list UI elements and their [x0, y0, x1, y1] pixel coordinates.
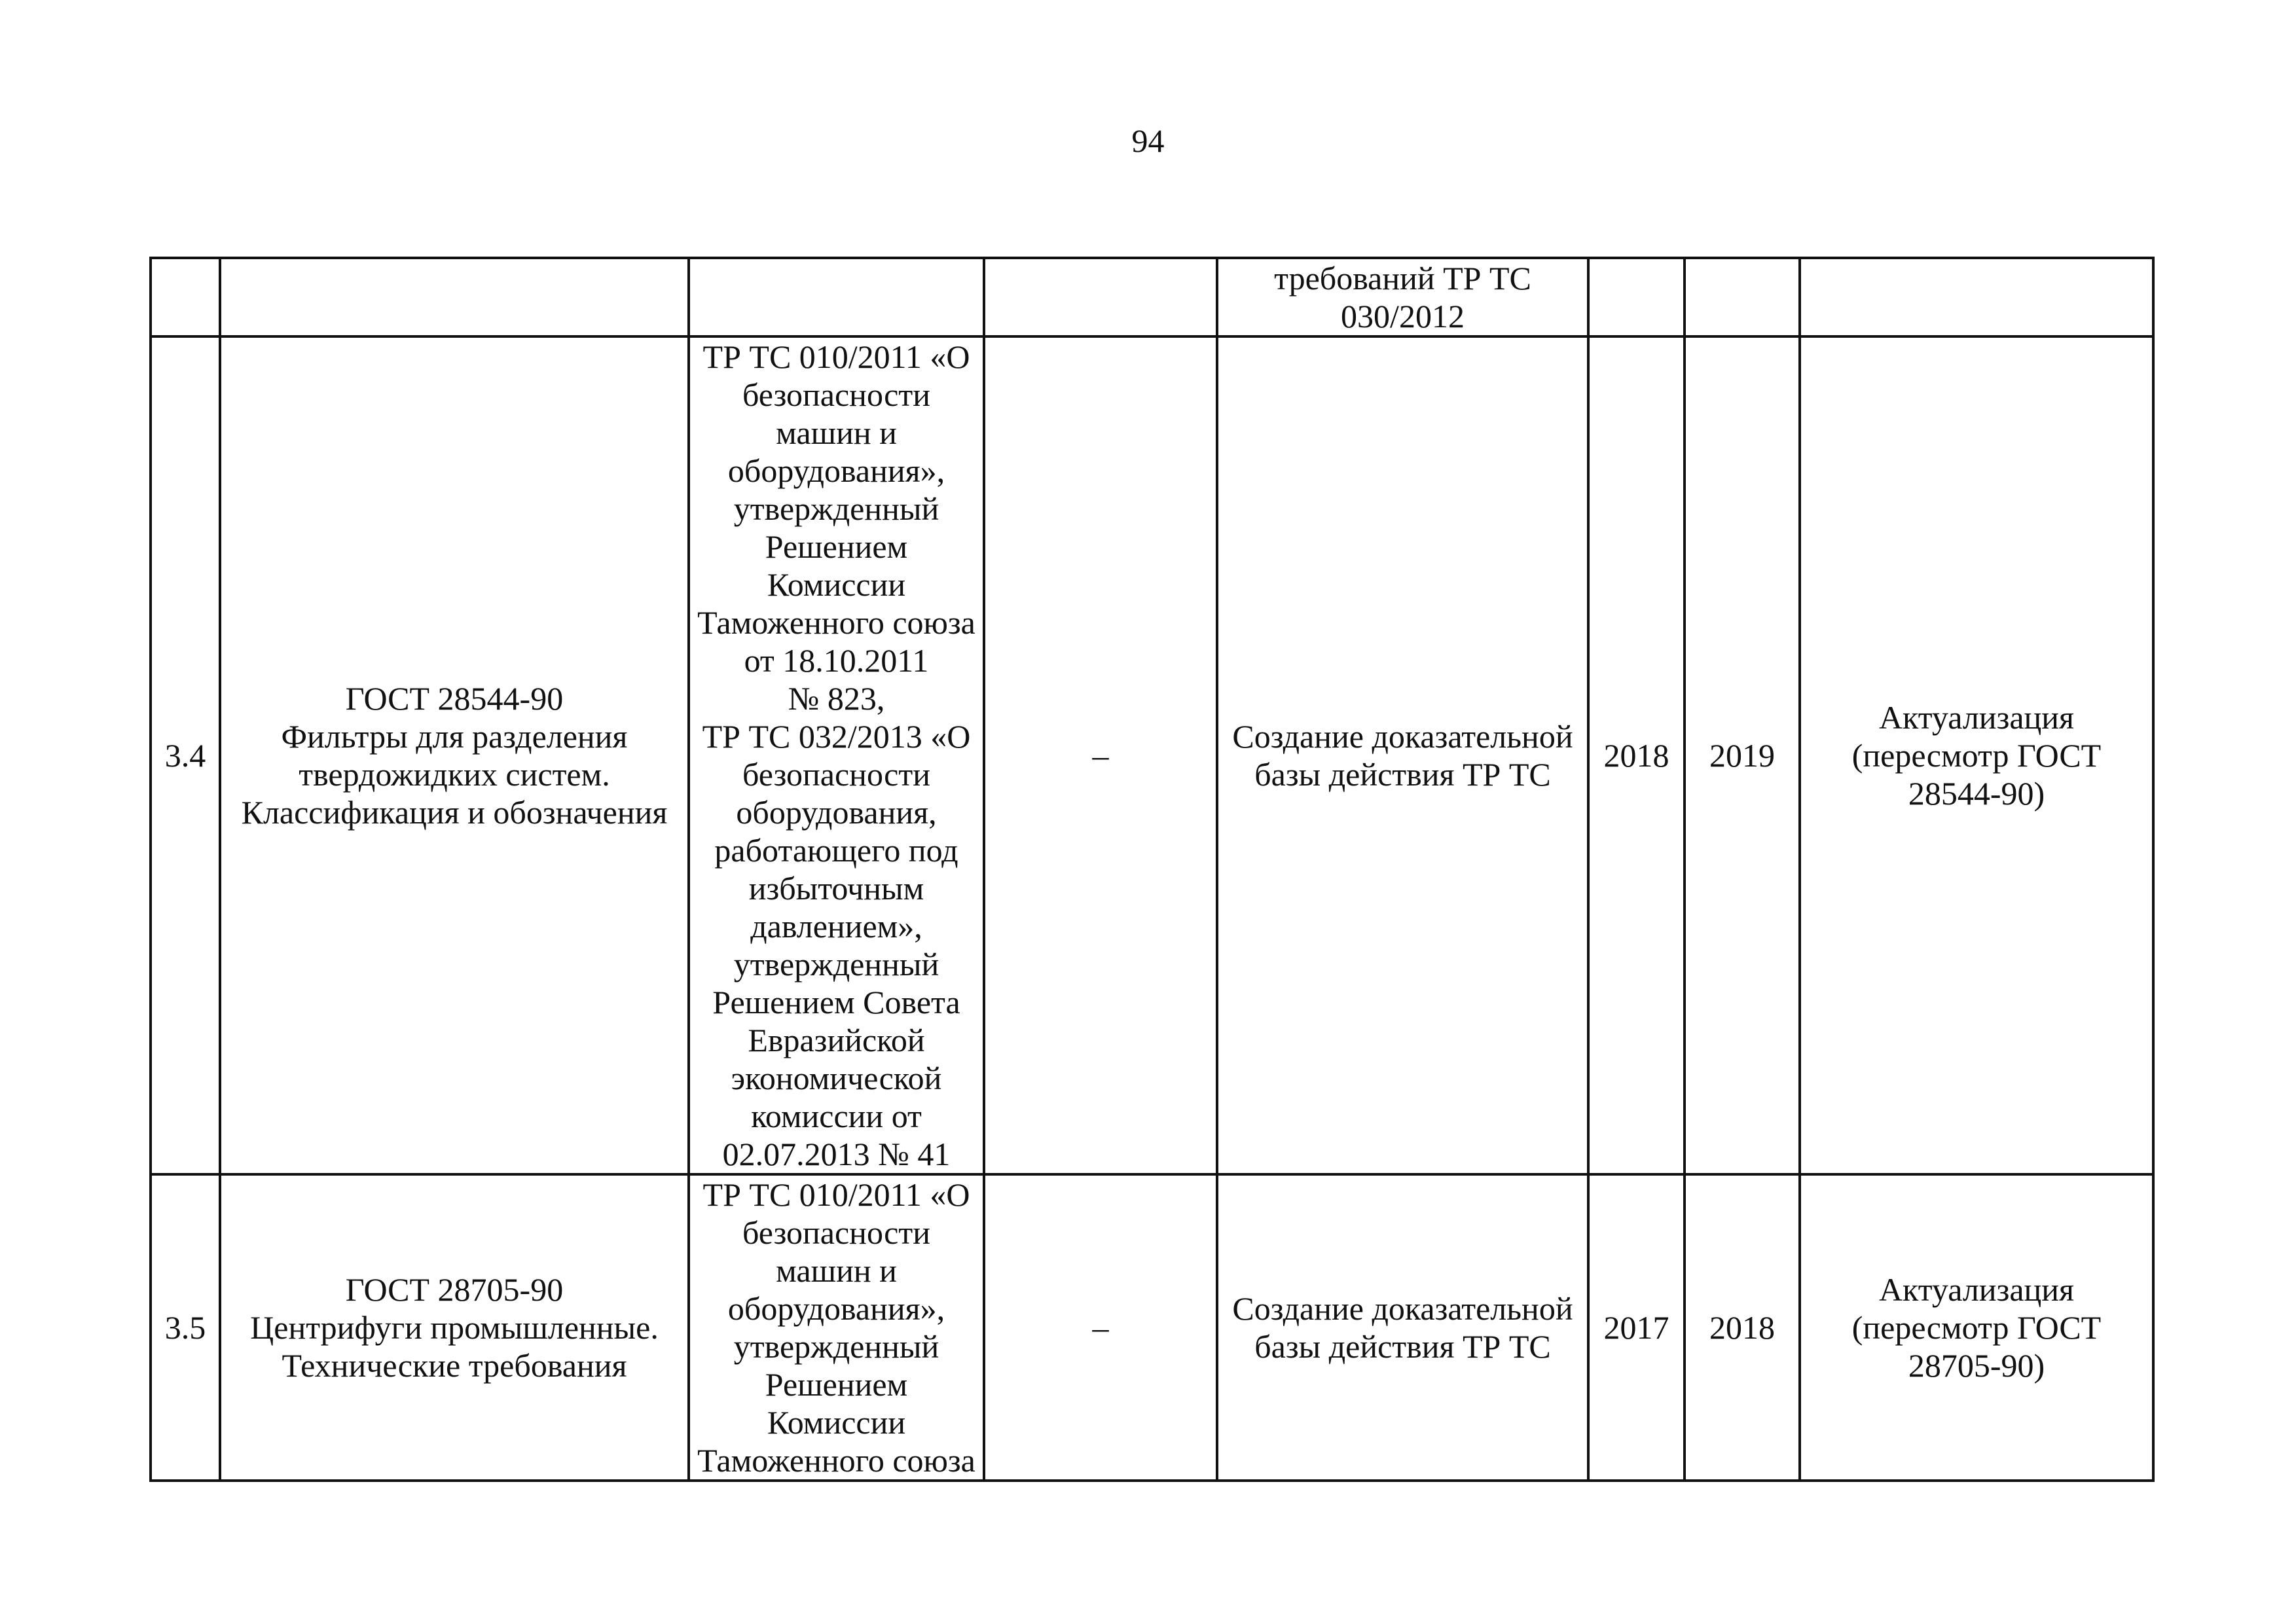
row-number: 3.5 — [151, 1174, 220, 1481]
end-year-cell: 2018 — [1685, 1174, 1800, 1481]
standards-table — [149, 257, 2155, 1482]
tech-regulation-cell: ТР ТС 010/2011 «О безопасности машин и оборудования», утвержденный Решением Комиссии Таможенного союза — [689, 1174, 984, 1481]
start-year-cell: 2017 — [1588, 1174, 1685, 1481]
goal-cell: Создание доказательной базы действия ТР ТС — [1217, 1174, 1588, 1481]
cell-start — [1588, 258, 1685, 336]
dash-cell: – — [984, 1174, 1217, 1481]
row-number: 3.4 — [151, 336, 220, 1174]
tech-regulation-cell: ТР ТС 010/2011 «О безопасности машин и оборудования», утвержденный Решением Комиссии Таможенного союза от 18.10.2011 № 823, ТР ТС 032/2013 «О безопасности оборудования, работающего под избыточным давлением», утвержденный Решением Совета Евразийской экономической комиссии от 02.07.2013 № 41 — [689, 336, 984, 1174]
dash-cell: – — [984, 336, 1217, 1174]
cell-num — [151, 258, 220, 336]
end-year-cell: 2019 — [1685, 336, 1800, 1174]
cell-end — [1685, 258, 1800, 336]
cell-action — [1800, 258, 2153, 336]
goal-cell: Создание доказательной базы действия ТР ТС — [1217, 336, 1588, 1174]
cell-tech-reg — [689, 258, 984, 336]
standard-cell: ГОСТ 28544-90 Фильтры для разделения твердожидких систем. Классификация и обозначения — [220, 336, 689, 1174]
page-number: 94 — [1131, 122, 1165, 159]
cell-standard — [220, 258, 689, 336]
action-cell: Актуализация (пересмотр ГОСТ 28705-90) — [1800, 1174, 2153, 1481]
standard-cell: ГОСТ 28705-90 Центрифуги промышленные. Технические требования — [220, 1174, 689, 1481]
cell-dash — [984, 258, 1217, 336]
table-row — [151, 336, 2153, 1174]
start-year-cell: 2018 — [1588, 336, 1685, 1174]
cell-goal: требований ТР ТС 030/2012 — [1217, 258, 1588, 336]
action-cell: Актуализация (пересмотр ГОСТ 28544-90) — [1800, 336, 2153, 1174]
table-row — [151, 1174, 2153, 1481]
continuation-row — [151, 258, 2153, 336]
